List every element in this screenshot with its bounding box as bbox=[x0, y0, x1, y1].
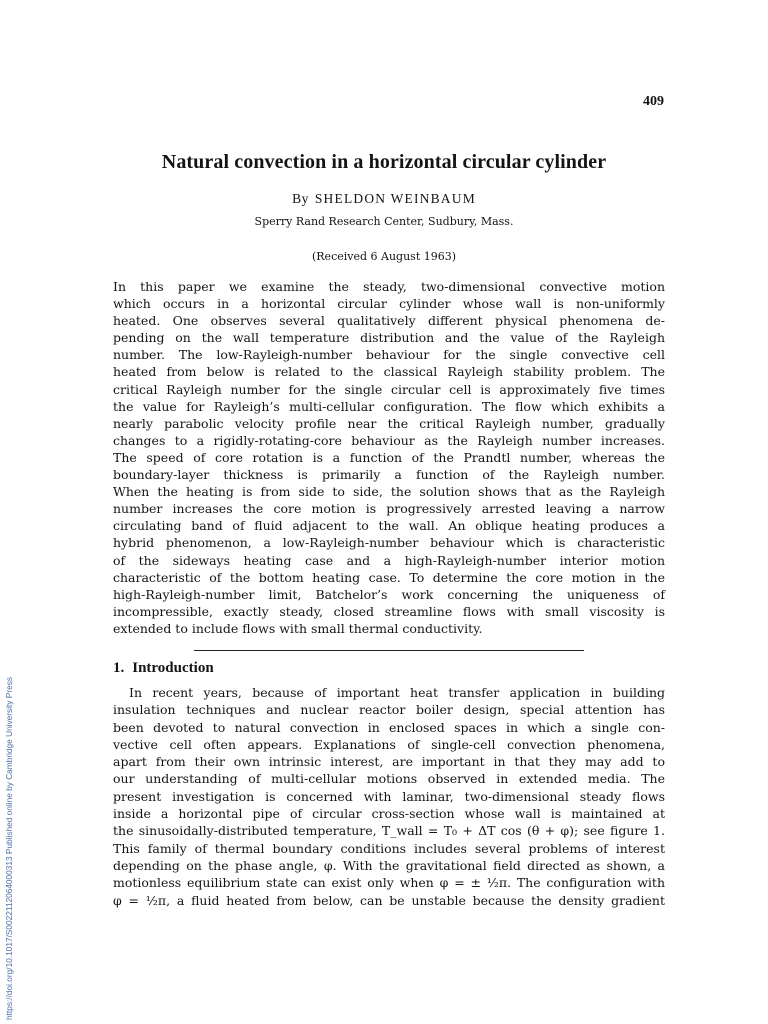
paper-title: Natural convection in a horizontal circular cylinder bbox=[161, 151, 607, 173]
author-affiliation: Sperry Rand Research Center, Sudbury, Mass. bbox=[254, 215, 514, 228]
intro-line: vective cell often appears. Explanations of single-cell convection phenomena, bbox=[113, 736, 665, 752]
abstract-line: characteristic of the bottom heating case. To determine the core motion in the bbox=[113, 569, 665, 585]
intro-line: our understanding of multi-cellular motions observed in extended media. The bbox=[113, 771, 665, 787]
section-number: 1. bbox=[113, 660, 125, 676]
intro-line: inside a horizontal pipe of circular cross-section whose wall is maintained at bbox=[113, 806, 665, 822]
intro-line: depending on the phase angle, φ. With the gravitational field directed as shown, a bbox=[113, 857, 665, 873]
abstract-line: When the heating is from side to side, the solution shows that as the Rayleigh bbox=[113, 484, 665, 500]
doi-sidebar-link[interactable]: https://doi.org/10.1017/S0022112064000313 Published online by Cambridge University Press bbox=[4, 676, 14, 1020]
byline-prefix: By bbox=[292, 191, 309, 206]
intro-line: motionless equilibrium state can exist only when φ = ± ½π. The configuration with bbox=[113, 875, 665, 891]
abstract-line: nearly parabolic velocity profile near the critical Rayleigh number, gradually bbox=[113, 415, 665, 431]
intro-line: insulation techniques and nuclear reactor boiler design, special attention has bbox=[113, 702, 665, 718]
intro-line: present investigation is concerned with laminar, two-dimensional steady flows bbox=[113, 788, 665, 804]
section-divider bbox=[194, 650, 584, 651]
abstract-line: circulating band of fluid adjacent to the wall. An oblique heating produces a bbox=[113, 518, 665, 534]
abstract-line: hybrid phenomenon, a low-Rayleigh-number behaviour which is characteristic bbox=[113, 535, 665, 551]
introduction-body bbox=[113, 684, 665, 909]
intro-line: In recent years, because of important heat transfer application in building bbox=[129, 685, 665, 700]
section-heading bbox=[113, 660, 214, 677]
abstract-line: heated. One observes several qualitatively different physical phenomena de- bbox=[113, 313, 665, 329]
section-title: Introduction bbox=[132, 660, 214, 676]
abstract-line: extended to include flows with small thermal conductivity. bbox=[113, 620, 483, 636]
intro-line: apart from their own intrinsic interest, are important in that they may add to bbox=[113, 754, 665, 770]
abstract bbox=[113, 278, 665, 637]
intro-line: φ = ½π, a fluid heated from below, can be unstable because the density gradient bbox=[113, 892, 665, 908]
abstract-line: incompressible, exactly steady, closed streamline flows with small viscosity is bbox=[113, 603, 665, 619]
page-number: 409 bbox=[643, 94, 664, 109]
abstract-line: the value for Rayleigh’s multi-cellular configuration. The flow which exhibits a bbox=[113, 398, 665, 414]
intro-line: the sinusoidally-distributed temperature, T_wall = T₀ + ΔT cos (θ + φ); see figure 1. bbox=[113, 823, 665, 839]
abstract-line: The speed of core rotation is a function of the Prandtl number, whereas the bbox=[113, 449, 665, 465]
received-date: (Received 6 August 1963) bbox=[311, 250, 457, 263]
abstract-line: critical Rayleigh number for the single circular cell is approximately five times bbox=[113, 381, 665, 397]
abstract-line: number. The low-Rayleigh-number behaviour for the single convective cell bbox=[113, 347, 665, 363]
abstract-line: changes to a rigidly-rotating-core behaviour as the Rayleigh number increases. bbox=[113, 432, 665, 448]
author-byline bbox=[0, 191, 768, 207]
abstract-line: In this paper we examine the steady, two-dimensional convective motion bbox=[113, 279, 665, 294]
abstract-line: heated from below is related to the classical Rayleigh stability problem. The bbox=[113, 364, 665, 380]
abstract-line: of the sideways heating case and a high-Rayleigh-number interior motion bbox=[113, 552, 665, 568]
abstract-line: boundary-layer thickness is primarily a function of the Rayleigh number. bbox=[113, 467, 665, 483]
intro-line: been devoted to natural convection in enclosed spaces in which a single con- bbox=[113, 719, 665, 735]
abstract-line: pending on the wall temperature distribution and the value of the Rayleigh bbox=[113, 330, 665, 346]
abstract-line: which occurs in a horizontal circular cylinder whose wall is non-uniformly bbox=[113, 296, 665, 312]
abstract-line: number increases the core motion is progressively arrested leaving a narrow bbox=[113, 501, 665, 517]
author-name: SHELDON WEINBAUM bbox=[314, 191, 476, 206]
abstract-line: high-Rayleigh-number limit, Batchelor’s work concerning the uniqueness of bbox=[113, 586, 665, 602]
intro-line: This family of thermal boundary conditions includes several problems of interest bbox=[113, 840, 665, 856]
